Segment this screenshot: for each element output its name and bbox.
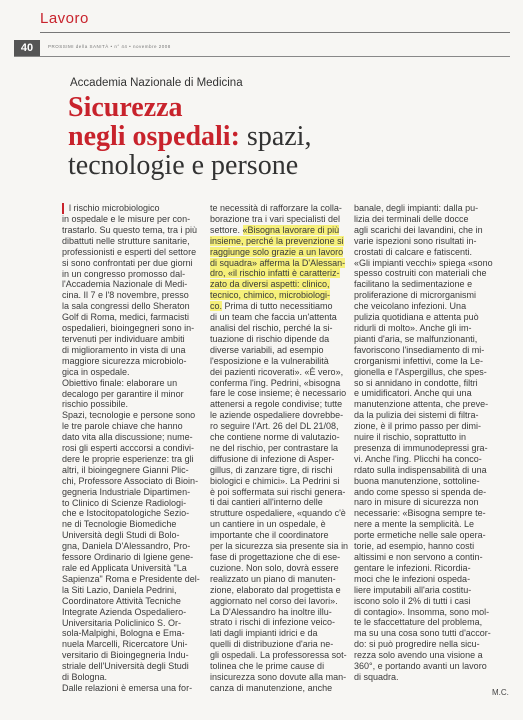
drop-cap [62,203,69,214]
title-line-1: Sicurezza [68,92,183,123]
title-line-2-red: negli ospedali: [68,121,240,152]
author-signature: M.C. [492,688,509,697]
title-line-3: tecnologie e persone [68,150,299,181]
section-divider [40,32,510,33]
column-2-body: Prima di tutto necessitiamo di un team che faccia un'attenta analisi del rischio, perché la si- tuazione di rischio dipende da diverse variabili, ad esempio l'esposizione e la vulnerabilità dei pazienti ricoverati». «È vero», conferma l'ing. Pedrini, «bisogna fare le cose insieme; è necessario attenersi a regole condivise; tutte le aziende ospedaliere dovrebbe- ro seguire l'Art. 26 del DL 21/08, che contiene norme di valutazio- ne del rischio, per contrastare la diffusione di infezione di Asper- gillus, di zanzare tigre, di rischi biologici e chimici». La Pedrini si è poi soffermata sui rischi genera- ti dai cantieri all'interno delle strutture ospedaliere, «quando c'è un cantiere in un ospedale, è importante che il coordinatore per la sicurezza sia presente sia in fase di progettazione che di ese- cuzione. Non solo, dovrà essere realizzato un piano di manuten- zione, elaborato dal progettista e aggiornato nel corso dei lavori». La D'Alessandro ha inoltre illu- strato i rischi di infezione veico- lati dagli impianti idrici e da quelli di distribuzione d'aria ne- gli ospedali. La professoressa sot- tolinea che le prime cause di insicurezza sono dovute alla man- canza di manutenzione, anche [210,301,349,693]
column-1-opening: l rischio microbiologico [69,203,160,214]
section-header [40,10,510,34]
article-column-1 [62,203,198,694]
highlighted-quote: «Bisogna lavorare di più insieme, perché la prevenzione si raggiunge solo grazie a un lavoro di squadra» afferma la D'Alessan- dro, «il rischio infatti è caratteriz- zato da diversi aspetti: clinico, tecnico, chimico, microbiologi- co. [210,224,346,312]
title-line-2-black: spazi, [239,121,312,152]
article-column-2 [210,203,349,694]
header-divider [14,56,510,57]
article-column-3: banale, degli impianti: dalla pu- lizia dei terminali delle docce agli scarichi dei lavandini, che in varie ispezioni sono risultati in- crostati di calcare e fatiscenti. «Gli impianti vecchi» spiega «sono spesso costruiti con materiali che facilitano la sedimentazione e proliferazione di microrganismi che veicolano infezioni. Una pulizia quotidiana e attenta può ridurli di molto». Anche gli im- pianti d'aria, se malfunzionanti, favoriscono l'insediamento di mi- crorganismi infettivi, come la Le- gionella e l'Aspergillus, che spes- so si annidano in condotte, filtri e umidificatori. Anche qui una manutenzione attenta, che preve- da la pulizia dei sistemi di filtra- zione, è il primo passo per dimi- nuire il rischio, soprattutto in presenza di immunodepressi gra- vi. Anche l'ing. Plicchi ha conco- rdato sulla indispensabilità di una buona manutenzione, sottoline- ando come spesso si spenda de- naro in misure di sicurezza non necessarie: «Bisogna sempre te- nere a mente la semplicità. Le porte ermetiche nelle sale opera- torie, ad esempio, hanno costi altissimi e non servono a contin- gentare le infezioni. Ricordia- moci che le infezioni ospeda- liere imputabili all'aria costitu- iscono solo il 2% di tutti i casi di contagio». Insomma, sono mol- te le sfaccettature del problema, ma su una cosa sono tutti d'accor- do: si può progredire nella sicu- rezza solo avendo una visione a 360°, e portando avanti un lavoro di squadra. [354,203,493,682]
page-number: 40 [14,40,40,56]
column-1-body: in ospedale e le misure per con- trastarlo. Su questo tema, tra i più dibattuti nelle strutture sanitarie, professionisti e esperti del settore si sono confrontati per due giorni in un congresso promosso dal- l'Accademia Nazionale di Medi- cina. Il 7 e l'8 novembre, presso la sala congressi dello Sheraton Golf di Roma, medici, farmacisti ospedalieri, bioingegneri sono in- tervenuti per individuare ambiti di miglioramento in vista di una maggiore sicurezza microbiolo- gica in ospedale. Obiettivo finale: elaborare un decalogo per garantire il minor rischio possibile. Spazi, tecnologie e persone sono le tre parole chiave che hanno dato vita alla discussione; nume- rosi gli esperti acccorsi a condivi- dere le proprie esperienze: tra gli altri, il bioingegnere Gianni Plic- chi, Professore Associato di Bioin- gegneria Industriale Dipartimen- to Clinico di Scienze Radiologi- che e Istocitopatologiche Sezio- ne di Tecnologie Biomediche Università degli Studi di Bolo- gna, Daniela D'Alessandro, Pro- fessore Ordinario di Igiene gene- rale ed Applicata Università "La Sapienza" Roma e Presidente del- la Siti Lazio, Daniela Pedrini, Coordinatore Attività Tecniche Integrate Azienda Ospedaliero- Universitaria Policlinico S. Or- sola-Malpighi, Bologna e Ema- nuela Marcelli, Ricercatore Uni- versitario di Bioingegneria Indu- striale dell'Università degli Studi di Bologna. Dalle relazioni è emersa una for- [62,214,200,693]
folio-line: PROSSIMI della SANITÀ • n° 44 • novembre 2008 [48,44,171,49]
article-kicker: Accademia Nazionale di Medicina [70,77,243,89]
section-label: Lavoro [40,10,89,27]
column-2-lead: te necessità di rafforzare la colla- borazione tra i vari specialisti del settore. [210,203,342,235]
article-title [68,93,508,180]
